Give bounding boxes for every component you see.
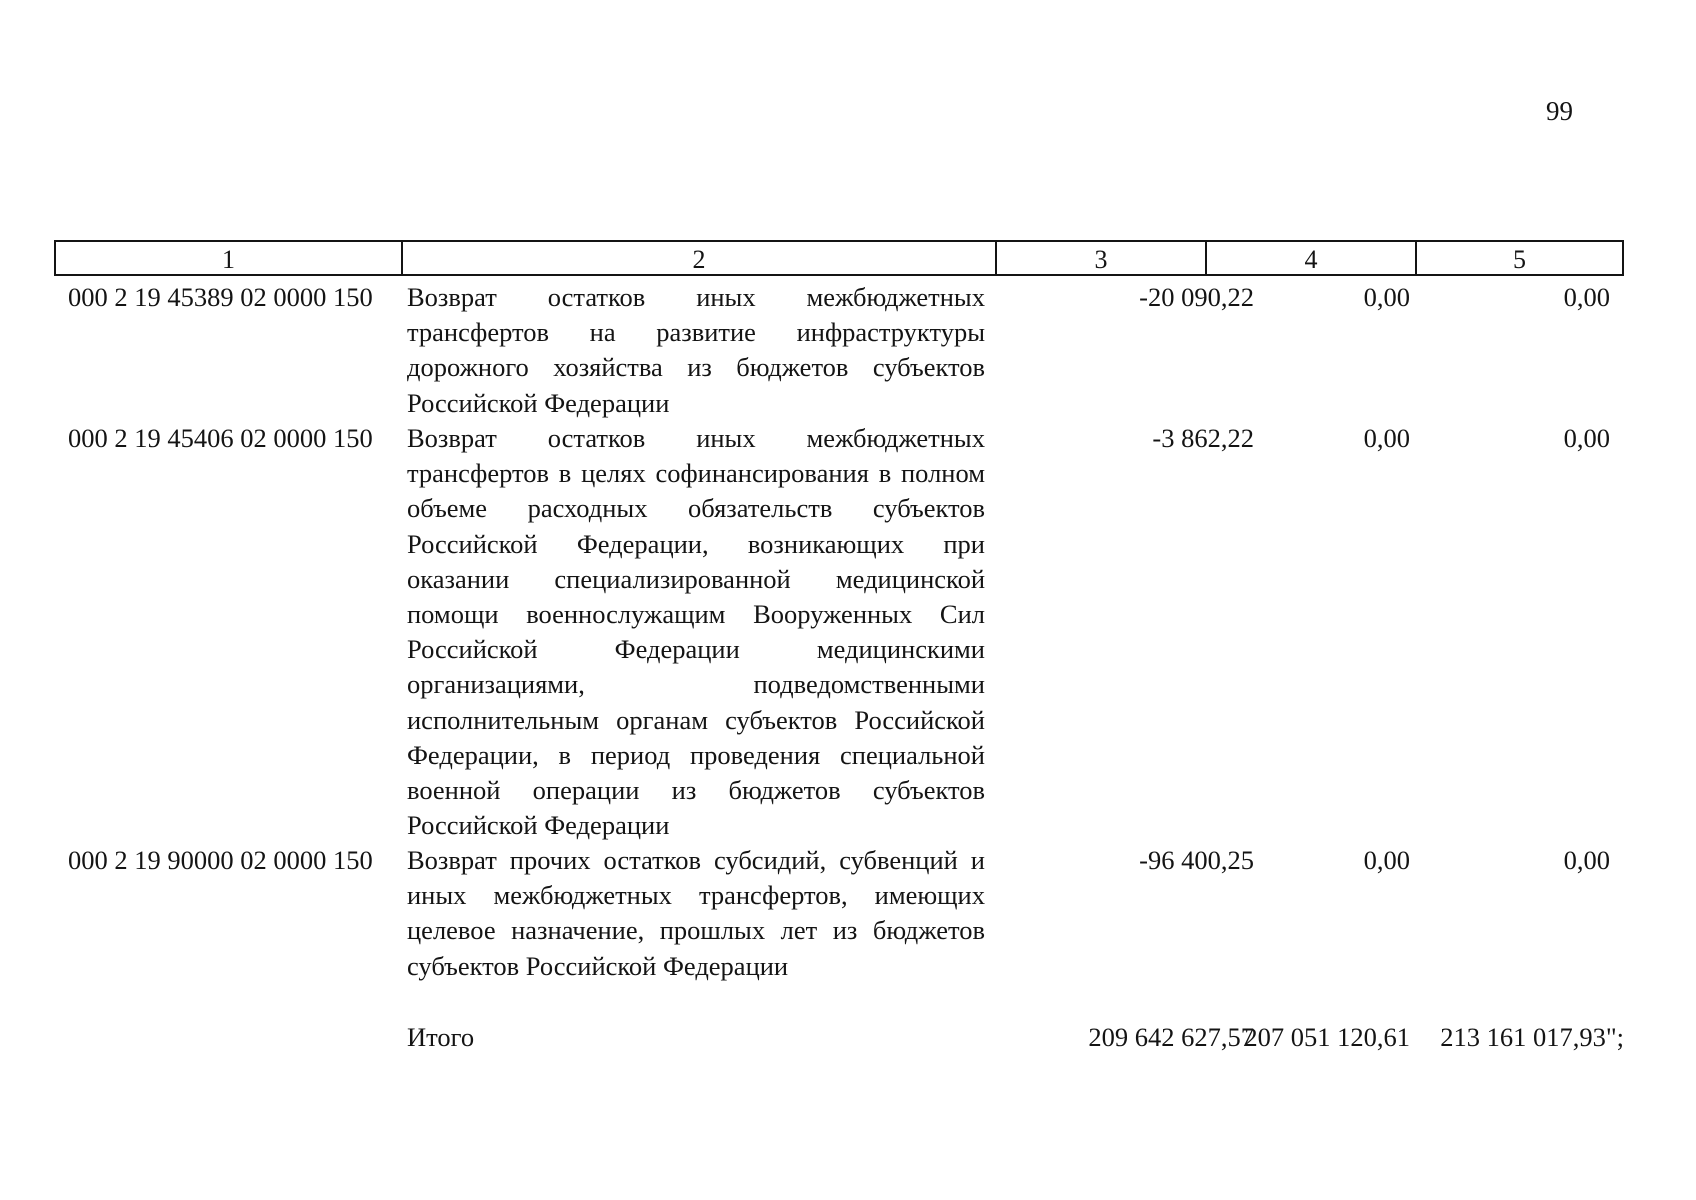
header-col-2: 2: [403, 242, 997, 274]
value-col-4: 0,00: [1363, 282, 1410, 312]
total-label: Итого: [407, 1022, 475, 1052]
value-col-3: -3 862,22: [1152, 423, 1254, 453]
budget-code: 000 2 19 90000 02 0000 150: [68, 845, 373, 875]
page-number: 99: [1546, 96, 1573, 126]
header-col-3: 3: [997, 242, 1207, 274]
value-col-3: -96 400,25: [1139, 845, 1254, 875]
budget-code: 000 2 19 45389 02 0000 150: [68, 282, 373, 312]
header-col-4: 4: [1207, 242, 1417, 274]
row-description: Возврат прочих остатков субсидий, субвенций и иных межбюджетных трансфертов, имеющих целевое назначение, прошлых лет из бюджетов субъектов Российской Федерации: [407, 845, 985, 981]
value-col-3: -20 090,22: [1139, 282, 1254, 312]
total-col-5: 213 161 017,93";: [1440, 1022, 1624, 1052]
row-description: Возврат остатков иных межбюджетных трансфертов в целях софинансирования в полном объеме расходных обязательств субъектов Российской Федерации, возникающих при оказании специализированной медицинской помощи военнослужащим Вооруженных Сил Российской Федерации медицинскими организациями, подведомственными исполнительным органам субъектов Российской Федерации, в период проведения специальной военной операции из бюджетов субъектов Российской Федерации: [407, 423, 985, 841]
value-col-4: 0,00: [1363, 423, 1410, 453]
value-col-4: 0,00: [1363, 845, 1410, 875]
total-col-4: 207 051 120,61: [1244, 1022, 1410, 1052]
value-col-5: 0,00: [1563, 423, 1610, 453]
value-col-5: 0,00: [1563, 282, 1610, 312]
total-col-3: 209 642 627,57: [1088, 1022, 1254, 1052]
header-col-1: 1: [56, 242, 403, 274]
budget-code: 000 2 19 45406 02 0000 150: [68, 423, 373, 453]
row-description: Возврат остатков иных межбюджетных трансфертов на развитие инфраструктуры дорожного хозяйства из бюджетов субъектов Российской Федерации: [407, 282, 985, 418]
table-header: [54, 240, 1624, 276]
value-col-5: 0,00: [1563, 845, 1610, 875]
header-col-5: 5: [1513, 245, 1526, 274]
